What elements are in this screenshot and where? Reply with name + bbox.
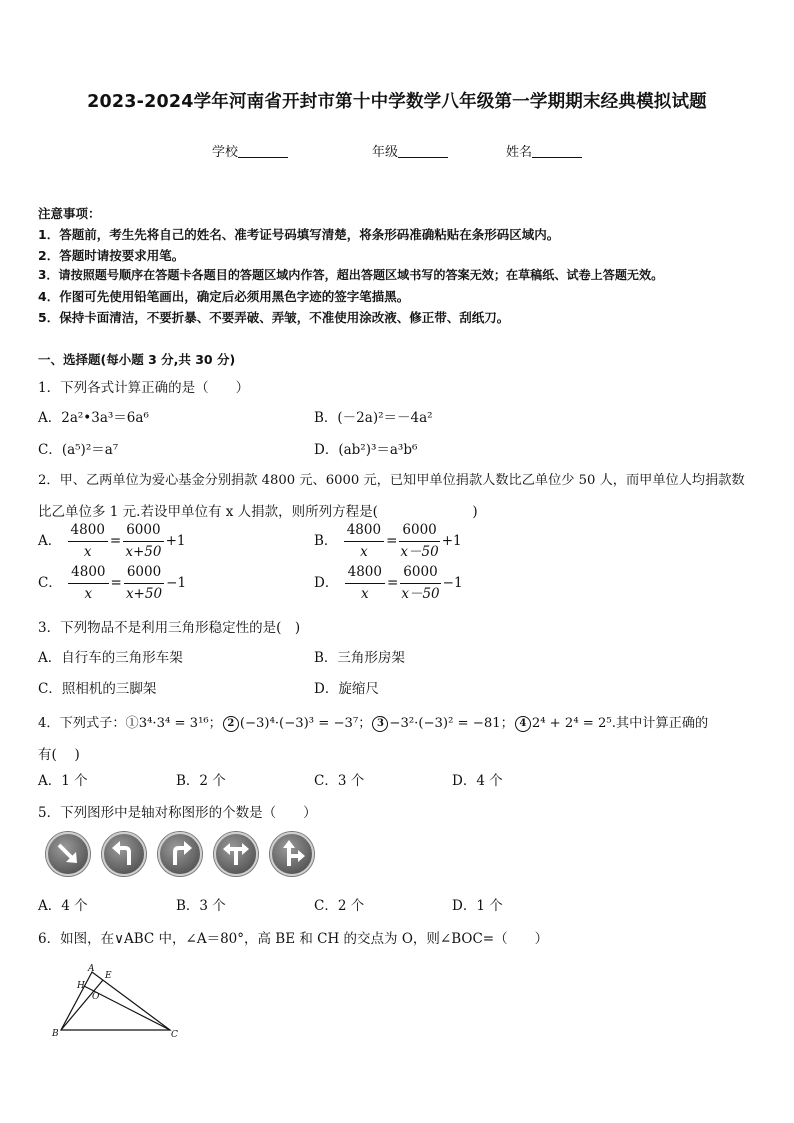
q4-stem-line1 (38, 712, 708, 732)
name-field (506, 141, 582, 160)
q2-stem-line2: 比乙单位多 1 元.若设甲单位有 x 人捐款，则所列方程是( ) (38, 504, 478, 520)
fraction (68, 566, 108, 601)
q5-stem: 5．下列图形中是轴对称图形的个数是（ ） (38, 805, 317, 821)
fraction (399, 524, 439, 559)
q5-option-b: B．3 个 (176, 898, 226, 914)
straight-or-right-sign-icon (270, 832, 314, 876)
q2-option-d (314, 566, 463, 601)
label-c: C (171, 1030, 178, 1040)
numerator: 4800 (344, 524, 384, 542)
numerator: 4800 (68, 524, 108, 542)
fraction (123, 524, 163, 559)
name-label: 姓名 (506, 145, 533, 160)
q2-option-c-label: C． (38, 575, 62, 591)
notice-item: 3．请按照题号顺序在答题卡各题目的答题区域内作答，超出答题区域书写的答案无效；在草稿纸、试卷上答题无效。 (38, 268, 664, 282)
section-heading: 一、选择题(每小题 3 分,共 30 分) (38, 352, 236, 367)
left-turn-sign-icon (102, 832, 146, 876)
fraction (68, 524, 108, 559)
name-blank (532, 143, 582, 158)
equals-sign: = (109, 533, 122, 549)
q3-option-a: A．自行车的三角形车架 (38, 650, 183, 666)
circled-2: 2 (223, 716, 239, 732)
label-e: E (105, 971, 112, 981)
q4-option-a: A．1 个 (38, 773, 88, 789)
notice-item: 5．保持卡面清洁，不要折暴、不要弄破、弄皱，不准使用涂改液、修正带、刮纸刀。 (38, 310, 510, 325)
down-right-arrow-sign-icon (46, 832, 90, 876)
fraction (344, 524, 384, 559)
right-turn-sign-icon (158, 832, 202, 876)
grade-blank (398, 143, 448, 158)
notice-item: 2．答题时请按要求用笔。 (38, 248, 185, 263)
q4-option-c: C．3 个 (314, 773, 365, 789)
q5-option-c: C．2 个 (314, 898, 365, 914)
circled-1: ① (125, 716, 139, 731)
q4-expr-2: (−3)⁴·(−3)³ = −3⁷； (239, 716, 372, 731)
denominator: x (83, 543, 92, 560)
circled-3: 3 (372, 716, 388, 732)
q1-option-c: C．(a⁵)²＝a⁷ (38, 442, 119, 458)
equals-sign: = (386, 533, 398, 549)
q2-option-d-label: D． (314, 575, 339, 591)
denominator: x－50 (401, 585, 440, 602)
q6-stem: 6．如图，在∨ABC 中，∠A＝80°，高 BE 和 CH 的交点为 O，则∠BOC=（ ） (38, 931, 549, 947)
fraction (124, 566, 164, 601)
q4-expr-4: 2⁴ + 2⁴ = 2⁵. (531, 716, 616, 731)
denominator: x (360, 585, 369, 602)
q1-stem: 1．下列各式计算正确的是（ ） (38, 380, 250, 396)
grade-label: 年级 (372, 145, 399, 160)
fraction (400, 566, 440, 601)
denominator: x (360, 543, 368, 560)
q3-option-c: C．照相机的三脚架 (38, 681, 157, 697)
q1-option-b: B．(－2a)²＝－4a² (314, 410, 433, 426)
label-h: H (77, 981, 85, 991)
q4-expr-1: 3⁴·3⁴ = 3¹⁶； (138, 716, 222, 731)
q2-option-c (38, 566, 186, 601)
q3-option-b: B．三角形房架 (314, 650, 405, 666)
numerator: 6000 (400, 566, 440, 584)
triangle-figure (44, 960, 194, 1042)
page-title: 2023-2024学年河南省开封市第十中学数学八年级第一学期期末经典模拟试题 (87, 92, 707, 112)
plus-one: +1 (441, 533, 462, 549)
minus-one: −1 (166, 575, 187, 591)
equals-sign: = (386, 575, 399, 591)
school-field (212, 141, 288, 160)
label-a: A (88, 964, 95, 974)
grade-field (372, 141, 448, 160)
minus-one: −1 (442, 575, 463, 591)
plus-one: +1 (165, 533, 186, 549)
q5-option-a: A．4 个 (38, 898, 88, 914)
numerator: 6000 (124, 566, 164, 584)
q4-tail: 其中计算正确的 (615, 716, 709, 731)
numerator: 4800 (345, 566, 385, 584)
q1-option-a: A．2a²•3a³＝6a⁶ (38, 410, 149, 426)
circled-4: 4 (515, 716, 531, 732)
q3-option-d: D．旋缩尺 (314, 681, 379, 697)
q2-option-a-label: A． (38, 533, 62, 549)
q4-expr-3: −3²·(−3)² = −81； (389, 716, 514, 731)
denominator: x+50 (125, 585, 163, 602)
notice-item: 1．答题前，考生先将自己的姓名、准考证号码填写清楚，将条形码准确粘贴在条形码区域内。 (38, 227, 560, 242)
left-right-turn-sign-icon (214, 832, 258, 876)
denominator: x+50 (125, 543, 162, 560)
school-label: 学校 (212, 145, 239, 160)
q2-option-b (314, 524, 462, 559)
traffic-signs-figure (46, 832, 326, 882)
q1-option-d: D．(ab²)³＝a³b⁶ (314, 442, 418, 458)
notice-item: 4．作图可先使用铅笔画出，确定后必须用黑色字迹的签字笔描黑。 (38, 289, 410, 304)
q2-option-b-label: B． (314, 533, 338, 549)
q4-stem-line2: 有( ) (38, 747, 80, 763)
label-b: B (52, 1029, 59, 1039)
label-o: O (92, 992, 100, 1002)
denominator: x (84, 585, 93, 602)
numerator: 6000 (399, 524, 439, 542)
numerator: 6000 (123, 524, 163, 542)
q2-stem-line1: 2．甲、乙两单位为爱心基金分别捐款 4800 元、6000 元，已知甲单位捐款人数比乙单位少 50 人，而甲单位人均捐款数 (38, 473, 745, 488)
q4-option-d: D．4 个 (452, 773, 503, 789)
q4-lead: 4．下列式子： (38, 716, 126, 731)
school-blank (238, 143, 288, 158)
fraction (345, 566, 385, 601)
numerator: 4800 (68, 566, 108, 584)
q2-option-a (38, 524, 185, 559)
q4-option-b: B．2 个 (176, 773, 226, 789)
equals-sign: = (110, 575, 122, 591)
q5-option-d: D．1 个 (452, 898, 503, 914)
notice-heading: 注意事项： (38, 206, 101, 221)
q3-stem: 3．下列物品不是利用三角形稳定性的是( ) (38, 620, 301, 636)
denominator: x－50 (400, 543, 439, 560)
